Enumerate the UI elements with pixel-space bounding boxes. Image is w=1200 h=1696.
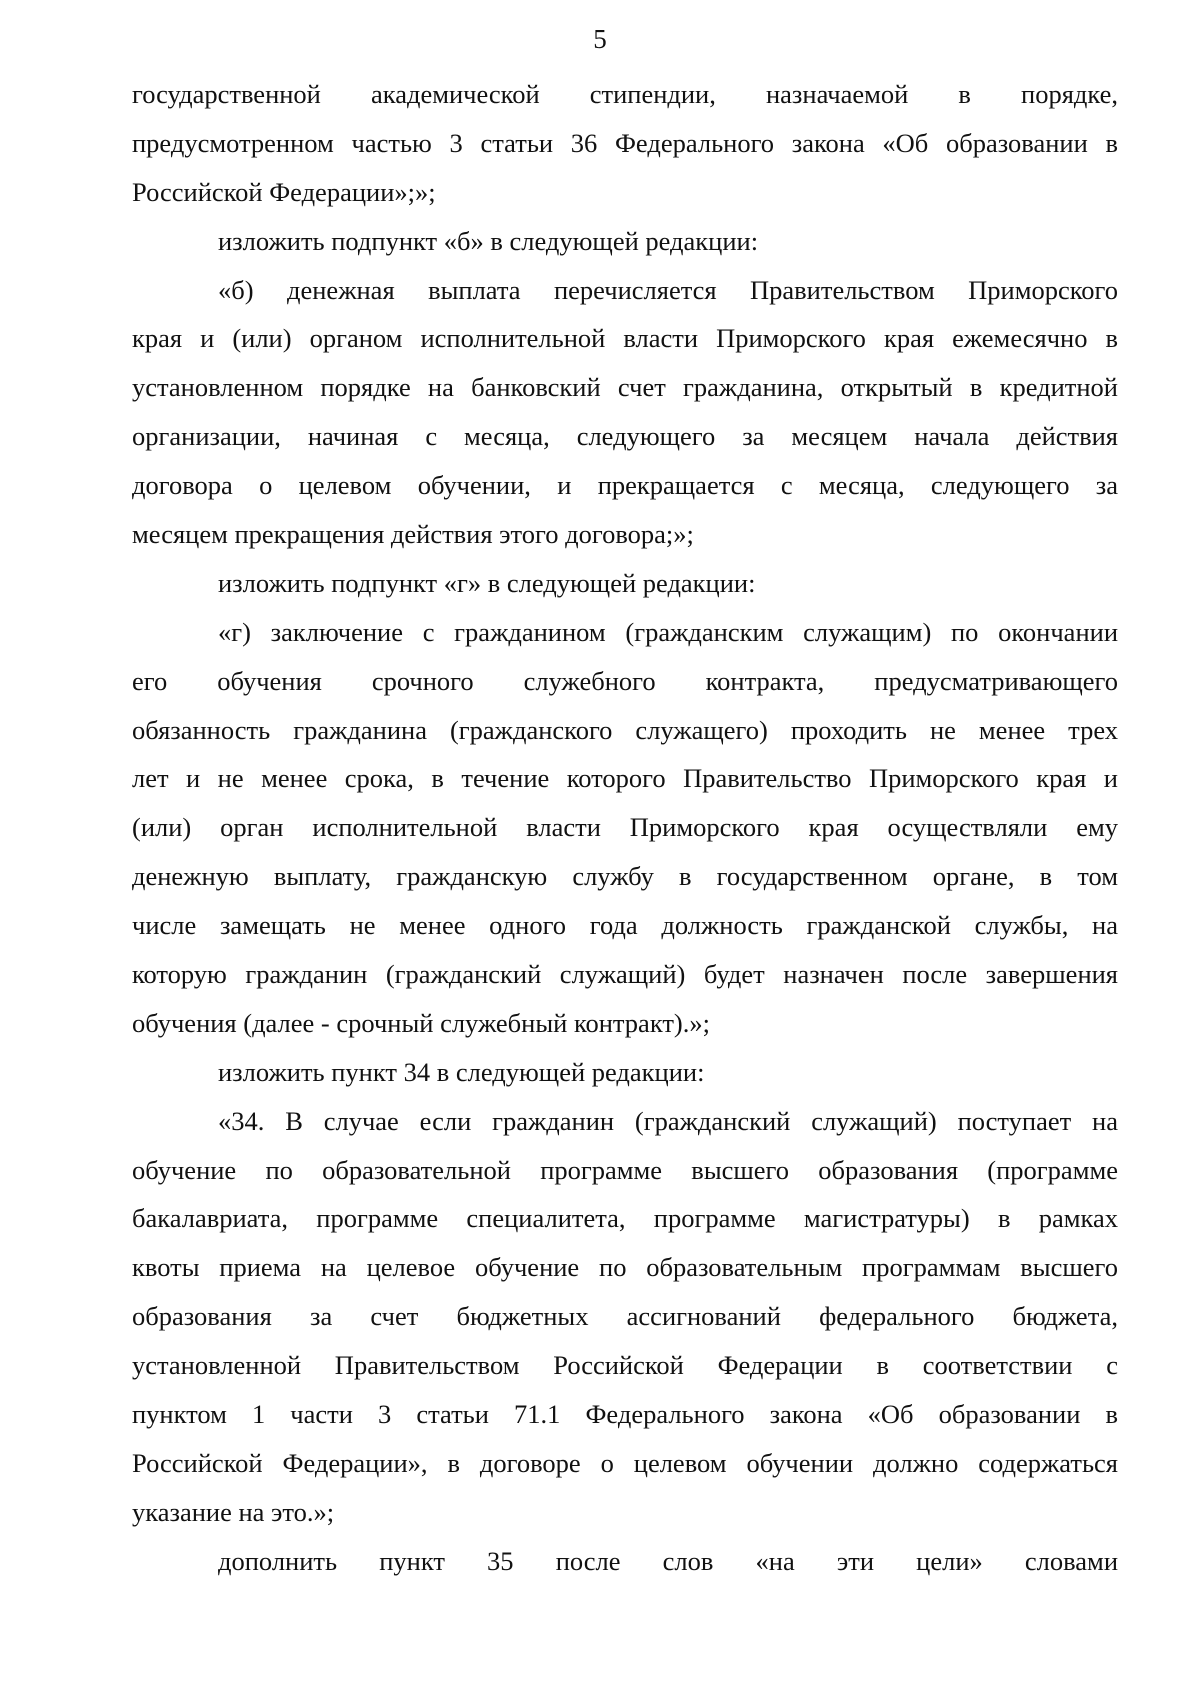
text-line: обязанность гражданина (гражданского служащего) проходить не менее трех	[132, 714, 1118, 745]
text-line: «г) заключение с гражданином (гражданским служащим) по окончании	[218, 616, 1118, 647]
text-line: пунктом 1 части 3 статьи 71.1 Федерального закона «Об образовании в	[132, 1399, 1118, 1430]
text-line: его обучения срочного служебного контракта, предусматривающего	[132, 665, 1118, 696]
text-line: обучение по образовательной программе высшего образования (программе	[132, 1154, 1118, 1185]
text-line: денежную выплату, гражданскую службу в государственном органе, в том	[132, 861, 1118, 892]
text-line: лет и не менее срока, в течение которого Правительство Приморского края и	[132, 763, 1118, 794]
text-line: месяцем прекращения действия этого договора;»;	[132, 519, 694, 550]
text-line: которую гражданин (гражданский служащий) будет назначен после завершения	[132, 959, 1118, 990]
text-line: государственной академической стипендии, назначаемой в порядке,	[132, 79, 1118, 109]
text-line: квоты приема на целевое обучение по образовательным программам высшего	[132, 1252, 1118, 1283]
document-body	[132, 70, 1118, 1586]
page-number: 5	[593, 24, 607, 54]
text-line: «34. В случае если гражданин (гражданский служащий) поступает на	[218, 1105, 1118, 1136]
text-line: изложить подпункт «б» в следующей редакции:	[218, 225, 759, 256]
text-line: обучения (далее - срочный служебный контракт).»;	[132, 1007, 710, 1038]
text-line: установленной Правительством Российской Федерации в соответствии с	[132, 1350, 1118, 1381]
text-line: края и (или) органом исполнительной власти Приморского края ежемесячно в	[132, 323, 1118, 354]
text-line: Российской Федерации», в договоре о целевом обучении должно содержаться	[132, 1447, 1118, 1478]
text-line: числе замещать не менее одного года должность гражданской службы, на	[132, 910, 1118, 941]
text-line: бакалавриата, программе специалитета, программе магистратуры) в рамках	[132, 1203, 1118, 1234]
text-line: предусмотренном частью 3 статьи 36 Федерального закона «Об образовании в	[132, 127, 1118, 158]
text-line: образования за счет бюджетных ассигнований федерального бюджета,	[132, 1301, 1118, 1332]
text-line: договора о целевом обучении, и прекращается с месяца, следующего за	[132, 470, 1118, 501]
text-line: (или) орган исполнительной власти Приморского края осуществляли ему	[132, 812, 1118, 843]
text-line: изложить подпункт «г» в следующей редакции:	[218, 567, 756, 598]
text-line: изложить пункт 34 в следующей редакции:	[218, 1056, 705, 1087]
text-line: Российской Федерации»;»;	[132, 176, 436, 207]
text-line: указание на это.»;	[132, 1496, 335, 1527]
text-line: «б) денежная выплата перечисляется Правительством Приморского	[218, 274, 1118, 305]
text-line: организации, начиная с месяца, следующего за месяцем начала действия	[132, 421, 1118, 452]
text-line: дополнить пункт 35 после слов «на эти цели» словами	[218, 1545, 1118, 1576]
text-line: установленном порядке на банковский счет гражданина, открытый в кредитной	[132, 372, 1118, 403]
